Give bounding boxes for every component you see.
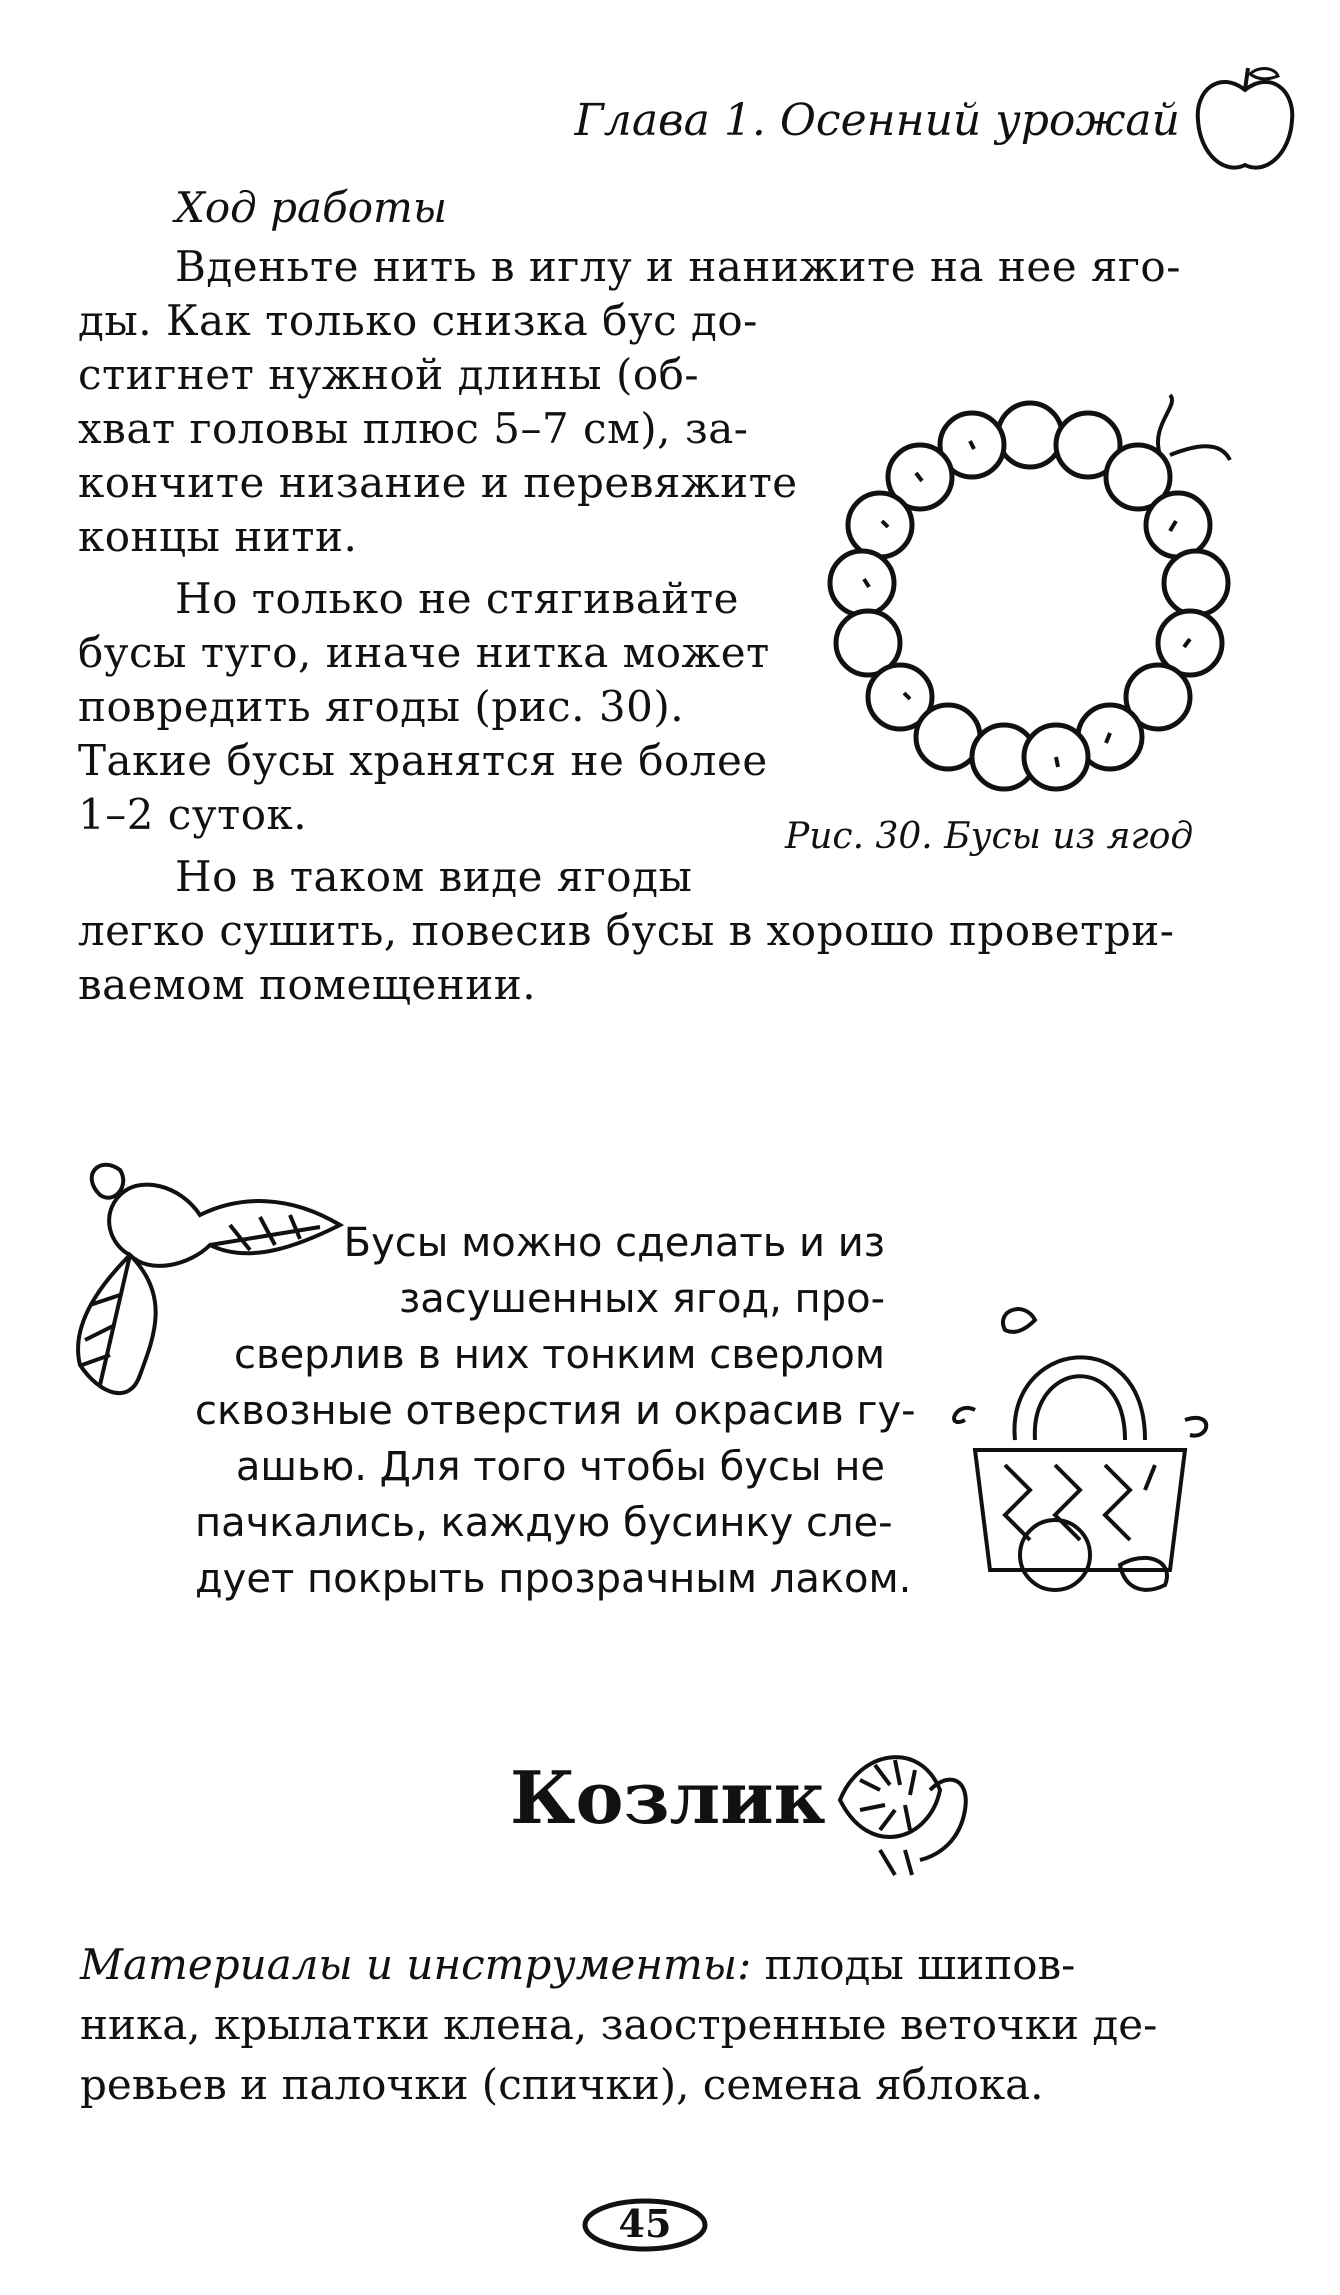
paragraph-line: хват головы плюс 5–7 см), за- <box>78 404 749 453</box>
tip-line: Бусы можно сделать и из <box>343 1220 885 1266</box>
paragraph-line: Но только не стягивайте <box>175 574 739 623</box>
materials-line: ревьев и палочки (спички), семена яблока. <box>80 2060 1044 2109</box>
paragraph-line: Такие бусы хранятся не более <box>78 736 768 785</box>
tip-line: ашью. Для того чтобы бусы не <box>235 1444 885 1490</box>
page-number-badge <box>580 2195 710 2255</box>
paragraph-line: 1–2 суток. <box>78 790 308 839</box>
paragraph-line: Вденьте нить в иглу и нанижите на нее яго- <box>175 242 1181 291</box>
materials-label: Материалы и инструменты: <box>80 1940 752 1989</box>
materials-block <box>80 1935 1230 2115</box>
tip-line: пачкались, каждую бусинку сле- <box>195 1500 893 1546</box>
basket-illustration <box>945 1300 1215 1610</box>
berry-necklace-illustration <box>820 385 1240 795</box>
paragraph-line: Но в таком виде ягоды <box>175 852 693 901</box>
apple-icon <box>1190 60 1300 180</box>
materials-text: плоды шипов- <box>751 1940 1076 1989</box>
tip-line: сверлив в них тонким сверлом <box>234 1332 885 1378</box>
pinecone-illustration <box>820 1730 980 1880</box>
paragraph-line: кончите низание и перевяжите <box>78 458 798 507</box>
paragraph-line: ды. Как только снизка бус до- <box>78 296 758 345</box>
section-heading: Козлик <box>510 1755 826 1840</box>
tip-line: дует покрыть прозрачным лаком. <box>195 1556 912 1602</box>
tip-block <box>195 1215 916 1607</box>
paragraph-line: ваемом помещении. <box>78 960 537 1009</box>
tip-line: сквозные отверстия и окрасив гу- <box>195 1388 916 1434</box>
section-title: Ход работы <box>175 183 448 232</box>
materials-line: ника, крылатки клена, заостренные веточки де- <box>80 2000 1158 2049</box>
chapter-header: Глава 1. Осенний урожай <box>574 95 1180 146</box>
paragraph-line: концы нити. <box>78 512 358 561</box>
tip-line: засушенных ягод, про- <box>398 1276 885 1322</box>
paragraph-line: повредить ягоды (рис. 30). <box>78 682 685 731</box>
page-number: 45 <box>618 2201 672 2246</box>
paragraph-line: бусы туго, иначе нитка может <box>78 628 770 677</box>
paragraph-line: легко сушить, повесив бусы в хорошо проветри- <box>78 906 1175 955</box>
figure-caption: Рис. 30. Бусы из ягод <box>785 816 1194 857</box>
paragraph-line: стигнет нужной длины (об- <box>78 350 700 399</box>
